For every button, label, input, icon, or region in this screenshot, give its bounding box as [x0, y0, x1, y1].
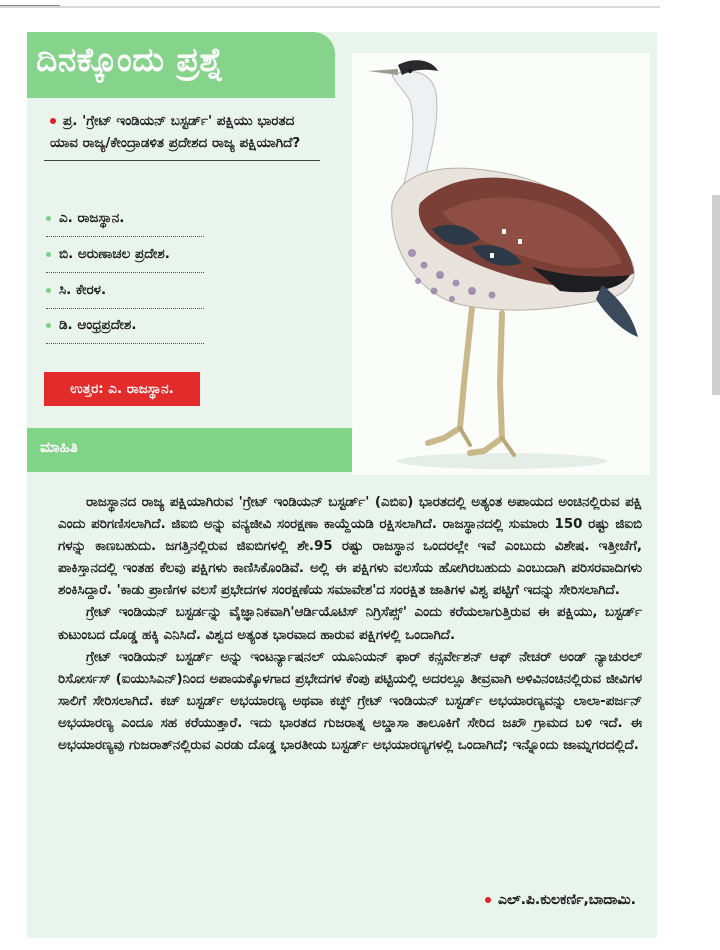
option-divider	[46, 236, 204, 237]
page-title: ದಿನಕ್ಕೊಂದು ಪ್ರಶ್ನೆ	[36, 40, 224, 79]
info-label: ಮಾಹಿತಿ	[40, 438, 78, 456]
option-b	[46, 246, 204, 266]
answer-badge: ಉತ್ತರ: ಎ. ರಾಜಸ್ಥಾನ.	[44, 372, 200, 406]
bird-illustration	[352, 53, 650, 475]
option-divider	[46, 272, 204, 273]
option-c-label: ಸಿ. ಕೇರಳ.	[59, 282, 107, 298]
green-bullet-icon	[46, 252, 51, 257]
green-bullet-icon	[46, 323, 51, 328]
article-body	[58, 492, 642, 757]
great-indian-bustard-image	[352, 53, 650, 475]
option-b-label: ಬಿ. ಅರುಣಾಚಲ ಪ್ರದೇಶ.	[59, 246, 170, 262]
question-block	[44, 110, 320, 161]
option-divider	[46, 308, 204, 309]
option-d	[46, 317, 204, 337]
question-label: ಪ್ರ. 'ಗ್ರೇಟ್ ಇಂಡಿಯನ್ ಬಸ್ಟರ್ಡ್' ಪಕ್ಷಿಯು ಭಾರತದ ಯಾವ ರಾಜ್ಯ/ಕೇಂದ್ರಾಡಳಿತ ಪ್ರದೇಶದ ರಾಜ್ಯ ಪಕ್ಷಿಯಾಗಿದೆ?	[50, 113, 301, 151]
question-divider	[44, 160, 320, 161]
green-bullet-icon	[46, 216, 51, 221]
scrollbar[interactable]	[712, 195, 720, 395]
author-name: ಎಲ್.ಪಿ.ಕುಲಕರ್ಣಿ,ಬಾದಾಮಿ.	[497, 892, 636, 908]
option-a-label: ಎ. ರಾಜಸ್ಥಾನ.	[59, 210, 125, 226]
green-bullet-icon	[46, 288, 51, 293]
option-d-label: ಡಿ. ಆಂಧ್ರಪ್ರದೇಶ.	[59, 317, 137, 333]
top-rule	[0, 6, 660, 8]
article-paragraph: ಗ್ರೇಟ್ ಇಂಡಿಯನ್ ಬಸ್ಟರ್ಡ್ ಅನ್ನು ಇಂಟರ್ನ್ಯಾಷನಲ್ ಯೂನಿಯನ್ ಫಾರ್ ಕನ್ಸರ್ವೇಶನ್ ಆಫ್ ನೇಚರ್ ಅಂಡ್ ನ್ಯಾಚುರಲ್ ರಿಸೋರ್ಸಸ್ (ಐಯುಸಿಎನ್)ನಿಂದ ಅಪಾಯಕ್ಕೊಳಗಾದ ಪ್ರಭೇದಗಳ ಕೆಂಪು ಪಟ್ಟಿಯಲ್ಲಿ ಅದರಲ್ಲೂ ತೀವ್ರವಾಗಿ ಅಳಿವಿನಂಚಿನಲ್ಲಿರುವ ಜೀವಿಗಳ ಸಾಲಿಗೆ ಸೇರಿಸಲಾಗಿದೆ. ಕಚ್ ಬಸ್ಟರ್ಡ್ ಅಭಯಾರಣ್ಯ ಅಥವಾ ಕಚ್ಛ್ ಗ್ರೇಟ್ ಇಂಡಿಯನ್ ಬಸ್ಟರ್ಡ್ ಅಭಯಾರಣ್ಯವನ್ನು ಲಾಲಾ-ಪರ್ಜನ್ ಅಭಯಾರಣ್ಯ ಎಂದೂ ಸಹ ಕರೆಯುತ್ತಾರೆ. ಇದು ಭಾರತದ ಗುಜರಾತ್ನ ಅಬ್ಡಾಸಾ ತಾಲೂಕಿಗೆ ಸೇರಿದ ಜಖೌ ಗ್ರಾಮದ ಬಳಿ ಇದೆ. ಈ ಅಭಯಾರಣ್ಯವು ಗುಜರಾತ್‌ನಲ್ಲಿರುವ ಎರಡು ದೊಡ್ಡ ಭಾರತೀಯ ಬಸ್ಟರ್ಡ್ ಅಭಯಾರಣ್ಯಗಳಲ್ಲಿ ಒಂದಾಗಿದೆ; ಇನ್ನೊಂದು ಜಾಮ್ನಗರದಲ್ಲಿದೆ.	[58, 649, 642, 754]
red-bullet-icon	[485, 897, 491, 903]
option-a	[46, 210, 204, 230]
option-divider	[46, 343, 204, 344]
question-text	[44, 110, 320, 154]
article-paragraph: ಗ್ರೇಟ್ ಇಂಡಿಯನ್ ಬಸ್ಟರ್ಡನ್ನು ವೈಜ್ಞಾನಿಕವಾಗಿ'ಆರ್ಡಿಯೊಟಿಸ್ ನಿಗ್ರಿಸೆಪ್ಸ್' ಎಂದು ಕರೆಯಲಾಗುತ್ತಿರುವ ಈ ಪಕ್ಷಿಯು, ಬಸ್ಟರ್ಡ್ ಕುಟುಂಬದ ದೊಡ್ಡ ಹಕ್ಕಿ ಎನಿಸಿದೆ. ವಿಶ್ವದ ಅತ್ಯಂತ ಭಾರವಾದ ಹಾರುವ ಪಕ್ಷಿಗಳಲ್ಲಿ ಒಂದಾಗಿದೆ.	[58, 605, 642, 643]
author-byline	[485, 892, 636, 908]
red-bullet-icon	[50, 118, 56, 124]
article-paragraph: ರಾಜಸ್ಥಾನದ ರಾಜ್ಯ ಪಕ್ಷಿಯಾಗಿರುವ 'ಗ್ರೇಟ್ ಇಂಡಿಯನ್ ಬಸ್ಟರ್ಡ್' (ಎಬಿಐ) ಭಾರತದಲ್ಲಿ ಅತ್ಯಂತ ಅಪಾಯದ ಅಂಚಿನಲ್ಲಿರುವ ಪಕ್ಷಿ ಎಂದು ಪರಿಗಣಿಸಲಾಗಿದೆ. ಜಿಐಬಿ ಅನ್ನು ವನ್ಯಜೀವಿ ಸಂರಕ್ಷಣಾ ಕಾಯ್ದೆಯಡಿ ರಕ್ಷಿಸಲಾಗಿದೆ. ರಾಜಸ್ಥಾನದಲ್ಲಿ ಸುಮಾರು 150 ರಷ್ಟು ಜಿಐಬಿ ಗಳನ್ನು ಕಾಣಬಹುದು. ಜಗತ್ತಿನಲ್ಲಿರುವ ಜಿಐಬಿಗಳಲ್ಲಿ ಶೇ.95 ರಷ್ಟು ರಾಜಸ್ಥಾನ ಒಂದರಲ್ಲೇ ಇವೆ ಎಂಬುದು ವಿಶೇಷ. ಇತ್ತೀಚೆಗೆ, ಪಾಕಿಸ್ತಾನದಲ್ಲಿ ಇಂತಹ ಕೆಲವು ಪಕ್ಷಿಗಳು ಕಾಣಿಸಿಕೊಂಡಿವೆ. ಅಲ್ಲಿ ಈ ಪಕ್ಷಿಗಳು ವಲಸೆಯ ಹೋಗಿರಬಹುದು ಎಂಬುದಾಗಿ ಪರಿಸರವಾದಿಗಳು ಶಂಕಿಸಿದ್ದಾರೆ. 'ಕಾಡು ಪ್ರಾಣಿಗಳ ವಲಸೆ ಪ್ರಭೇದಗಳ ಸಂರಕ್ಷಣೆಯ ಸಮಾವೇಶ'ದ ಸಂರಕ್ಷಿತ ಜಾತಿಗಳ ವಿಶ್ವ ಪಟ್ಟಿಗೆ ಇದನ್ನು ಸೇರಿಸಲಾಗಿದೆ.	[58, 495, 642, 599]
option-c	[46, 282, 204, 302]
